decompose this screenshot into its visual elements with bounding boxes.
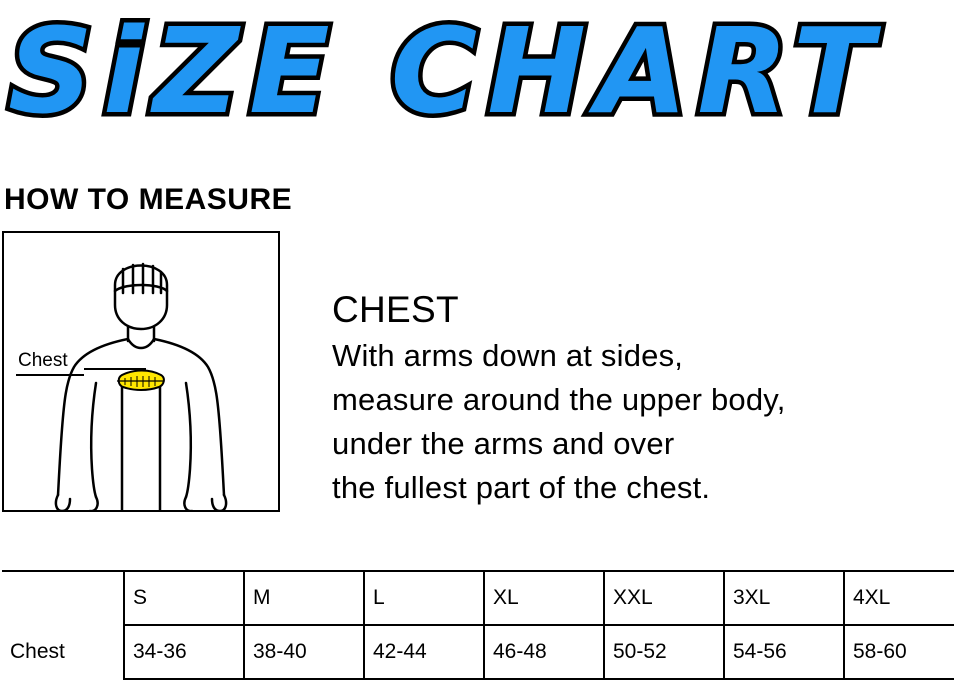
chest-figure-label: Chest bbox=[18, 350, 68, 371]
size-table bbox=[2, 570, 954, 680]
table-cell: 50-52 bbox=[604, 625, 724, 679]
table-cell: 38-40 bbox=[244, 625, 364, 679]
chest-leader-line bbox=[84, 368, 146, 370]
description-line-4: the fullest part of the chest. bbox=[332, 470, 711, 505]
description-line-3: under the arms and over bbox=[332, 426, 675, 461]
tape-measure-icon bbox=[117, 371, 164, 391]
size-chart-title-art bbox=[0, 0, 954, 150]
chest-label-underline bbox=[16, 374, 84, 376]
table-column-header: XL bbox=[484, 571, 604, 625]
table-column-header: 4XL bbox=[844, 571, 954, 625]
table-column-header: L bbox=[364, 571, 484, 625]
table-corner-cell bbox=[2, 571, 124, 625]
table-cell: 34-36 bbox=[124, 625, 244, 679]
table-cell: 54-56 bbox=[724, 625, 844, 679]
description-line-2: measure around the upper body, bbox=[332, 382, 786, 417]
table-cell: 42-44 bbox=[364, 625, 484, 679]
measure-description bbox=[332, 288, 942, 510]
table-column-header: 3XL bbox=[724, 571, 844, 625]
title-text: SiZE CHART bbox=[8, 2, 884, 140]
table-column-header: M bbox=[244, 571, 364, 625]
page-title bbox=[0, 0, 954, 150]
table-row-label: Chest bbox=[2, 625, 124, 679]
table-column-header: XXL bbox=[604, 571, 724, 625]
how-to-measure-heading: HOW TO MEASURE bbox=[4, 183, 293, 216]
table-header-row bbox=[2, 571, 954, 625]
description-line-1: With arms down at sides, bbox=[332, 338, 684, 373]
table-column-header: S bbox=[124, 571, 244, 625]
table-cell: 46-48 bbox=[484, 625, 604, 679]
table-cell: 58-60 bbox=[844, 625, 954, 679]
description-heading: CHEST bbox=[332, 289, 459, 330]
table-row bbox=[2, 625, 954, 679]
